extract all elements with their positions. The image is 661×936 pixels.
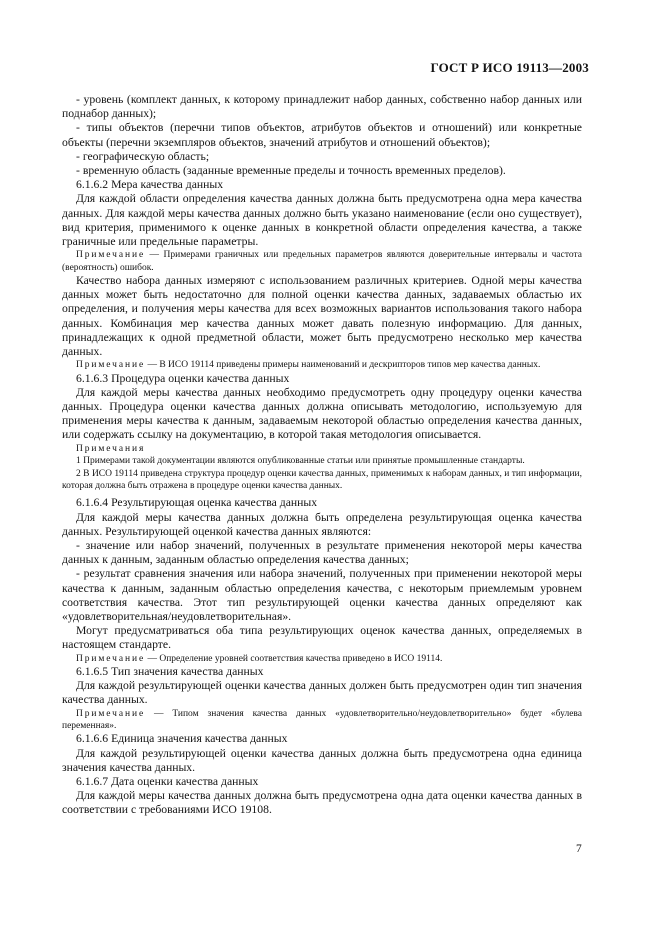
note-label: Примечание (76, 250, 146, 261)
section-heading-6-1-6-2: 6.1.6.2 Мера качества данных (76, 178, 224, 192)
paragraph-value-type: Для каждой результирующей оценки качества данных должен быть предусмотрен один тип значения качества данных. (62, 679, 582, 707)
page-body (62, 93, 582, 818)
note-boolean-type (62, 708, 582, 733)
section-heading-6-1-6-5: 6.1.6.5 Тип значения качества данных (76, 664, 264, 678)
paragraph-quality-measure: Для каждой области определения качества данных должна быть предусмотрена одна мера качества данных. Для каждой меры качества данных должно быть указано наименование (если оно существует), вид критерия, применимого к оценке данных в конкретной области определения качества, а также граничные или предельные параметры. (62, 192, 582, 249)
note-item-2: 2 В ИСО 19114 приведена структура процедур оценки качества данных, применимых к наборам данных, и тип информации, которая должна быть отражена в процедуре оценки качества данных. (62, 468, 582, 491)
note-text: — В ИСО 19114 приведены примеры наименований и дескрипторов типов мер качества данных. (145, 360, 541, 371)
list-item-comparison-result: - результат сравнения значения или набора значений, полученных при применении некоторой меры качества к данным, заданным областью определения качества, с некоторым приемлемым уровнем соответствия качества. Этот тип результирующей оценки качества данных определяют как «удовлетворительная/неудовлетворительная». (62, 567, 582, 623)
note-label: Примечание (76, 708, 146, 719)
section-heading-6-1-6-3: 6.1.6.3 Процедура оценки качества данных (76, 371, 290, 385)
paragraph-both-types: Могут предусматриваться оба типа результирующих оценок качества данных, определяемых в настоящем стандарте. (62, 624, 582, 652)
notes-title: Примечания (76, 443, 146, 454)
paragraph-evaluation-procedure: Для каждой меры качества данных необходимо предусмотреть одну процедуру оценки качества данных. Процедура оценки качества данных должна описывать методологию, используемую для применения меры качества к данным, задаваемым некоторой областью определения качества данных, или содержать ссылку на документацию, в которой такая методология описывается. (62, 385, 582, 442)
note-item-1: 1 Примерами такой документации являются опубликованные статьи или принятые промышленные стандарты. (76, 456, 525, 467)
list-item-value-set: - значение или набор значений, полученных в результате применения некоторой меры качества данных к данным, заданным областью определения качества данных; (62, 538, 582, 567)
list-item-object-types: - типы объектов (перечни типов объектов, атрибутов объектов и отношений) или конкретные объекты (перечни экземпляров объектов, значений атрибутов и отношений объектов); (62, 121, 582, 149)
note-text: — Типом значения качества данных «удовлетворительно/неудовлетворительно» будет «булева переменная». (62, 708, 582, 731)
section-heading-6-1-6-6: 6.1.6.6 Единица значения качества данных (76, 732, 288, 746)
note-label: Примечание (76, 653, 146, 664)
list-item-temporal-area: - временную область (заданные временные пределы и точность временных пределов). (76, 164, 506, 178)
note-boundary-parameters (62, 249, 582, 274)
note-text: — Определение уровней соответствия качества приведено в ИСО 19114. (145, 653, 443, 664)
note-conformance-levels (62, 653, 582, 665)
section-heading-6-1-6-4: 6.1.6.4 Результирующая оценка качества данных (76, 496, 318, 510)
list-item-level: - уровень (комплект данных, к которому принадлежит набор данных, собственно набор данных или поднабор данных); (62, 93, 582, 121)
page-number: 7 (576, 843, 582, 855)
note-text: — Примерами граничных или предельных параметров являются доверительные интервалы и частота (вероятность) ошибок. (62, 250, 582, 273)
standard-header: ГОСТ Р ИСО 19113—2003 (430, 60, 589, 75)
list-item-geographic-area: - географическую область; (76, 149, 210, 163)
paragraph-evaluation-date: Для каждой меры качества данных должна быть предусмотрена одна дата оценки качества данных в соответствии с требованиями ИСО 19108. (62, 789, 582, 817)
section-heading-6-1-6-7: 6.1.6.7 Дата оценки качества данных (76, 774, 259, 788)
paragraph-value-unit: Для каждой результирующей оценки качества данных должна быть предусмотрена одна единица значения качества данных. (62, 746, 582, 774)
note-label: Примечание (76, 360, 146, 371)
paragraph-quality-result: Для каждой меры качества данных должна быть определена результирующая оценка качества данных. Результирующей оценкой качества данных являются: (62, 510, 582, 538)
paragraph-dataset-quality: Качество набора данных измеряют с использованием различных критериев. Одной меры качества данных может быть недостаточно для полной оценки качества данных, задаваемых областью их определения, и получения меры качества для всех возможных вариантов использования такого набора данных. Комбинация мер качества данных может давать полезную информацию. Для данных, принадлежащих к одной предметной области, может быть предусмотрено несколько мер качества данных. (62, 274, 582, 359)
note-iso-19114-measures (62, 359, 582, 371)
